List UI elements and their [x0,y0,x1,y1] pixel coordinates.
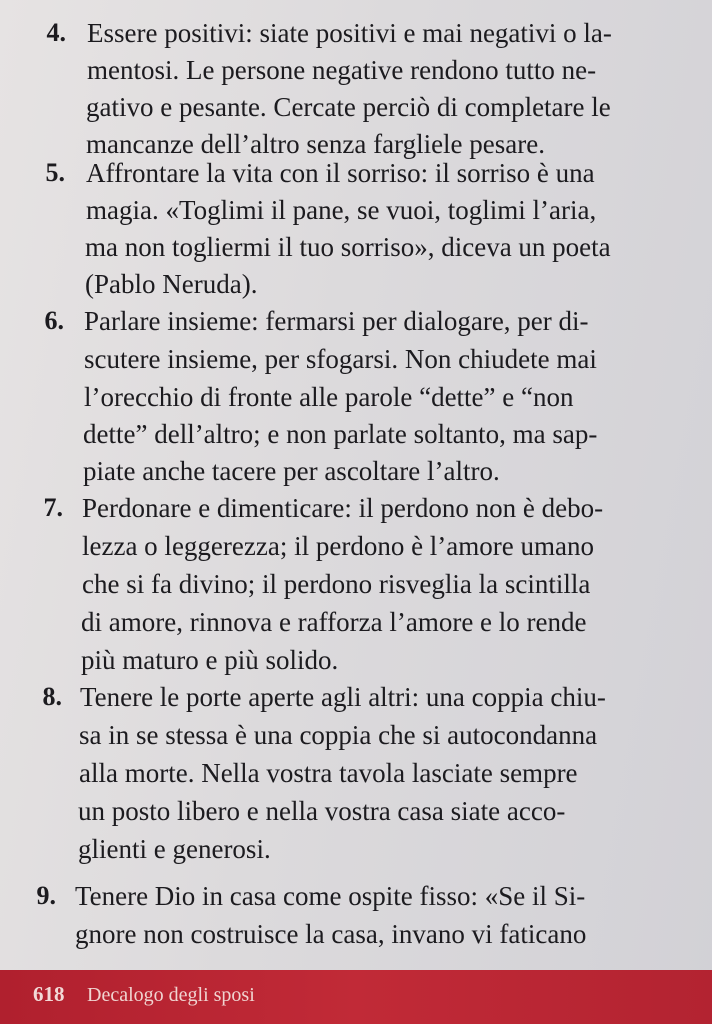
text-line: alla morte. Nella vostra tavola lasciate sempre [79,758,578,788]
text-line: Tenere Dio in casa come ospite fisso: «Se il Si- [75,881,586,911]
text-line: ma non togliermi il tuo sorriso», diceva un poeta [85,232,611,262]
text-line: gnore non costruisce la casa, invano vi faticano [75,919,587,949]
text-line: mancanze dell’altro senza fargliele pesare. [86,129,545,159]
text-line: di amore, rinnova e rafforza l’amore e lo rende [81,607,587,637]
item-number: 8. [42,682,62,711]
text-line: magia. «Toglimi il pane, se vuoi, toglimi l’aria, [86,195,597,225]
item-number: 9. [36,881,56,910]
text-line: dette” dell’altro; e non parlate soltanto, ma sap- [83,419,598,449]
text-line: gativo e pesante. Cercate perciò di completare le [86,92,611,122]
text-line: Perdonare e dimenticare: il perdono non è debo- [82,493,604,523]
text-line: Essere positivi: siate positivi e mai negativi o la- [87,18,612,48]
text-line: scutere insieme, per sfogarsi. Non chiudete mai [84,344,597,374]
text-line: Tenere le porte aperte agli altri: una coppia chiu- [80,682,606,712]
page-footer [0,970,712,1024]
running-title: Decalogo degli sposi [87,984,255,1006]
text-line: sa in se stessa è una coppia che si autocondanna [79,720,598,750]
text-line: Parlare insieme: fermarsi per dialogare, per di- [84,306,589,336]
item-number: 6. [44,306,64,335]
text-line: mentosi. Le persone negative rendono tutto ne- [87,55,597,85]
text-line: glienti e generosi. [78,834,271,864]
text-line: (Pablo Neruda). [85,269,258,299]
text-line: lezza o leggerezza; il perdono è l’amore umano [82,531,594,561]
text-line: piate anche tacere per ascoltare l’altro. [83,456,500,486]
item-number: 5. [45,158,65,187]
text-line: più maturo e più solido. [81,645,339,675]
page-number: 618 [33,982,65,1006]
item-number: 4. [46,18,66,47]
text-line: Affrontare la vita con il sorriso: il sorriso è una [86,158,595,188]
item-number: 7. [43,493,63,522]
text-line: un posto libero e nella vostra casa siate acco- [78,796,566,826]
text-line: l’orecchio di fronte alle parole “dette” e “non [84,382,574,412]
text-line: che si fa divino; il perdono risveglia la scintilla [82,569,591,599]
